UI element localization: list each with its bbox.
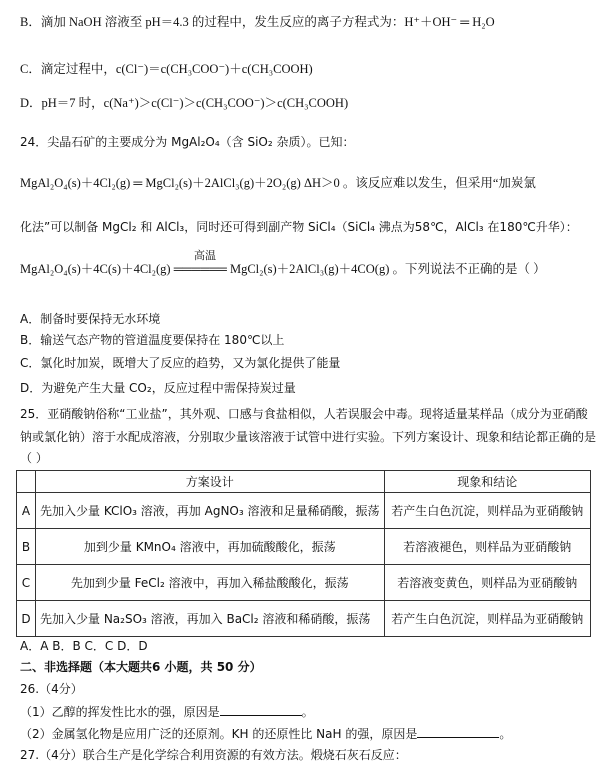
- q26-title: 26.（4分）: [20, 682, 83, 696]
- table-header-row: [17, 471, 591, 493]
- row-label: D: [17, 601, 36, 637]
- row-label: B: [17, 529, 36, 565]
- q24-option-d: D．为避免产生大量 CO₂，反应过程中需保持炭过量: [20, 381, 296, 395]
- row-plan: 先加到少量 FeCl₂ 溶液中，再加入稀盐酸酸化，振荡: [36, 565, 385, 601]
- table-row: [17, 529, 591, 565]
- q26-part-2-end: 。: [499, 727, 512, 741]
- table-header-plan: 方案设计: [36, 471, 385, 493]
- answer-blank-1[interactable]: [220, 703, 302, 716]
- q24-option-a: A．制备时要保持无水环境: [20, 312, 161, 326]
- q24-stem-line-2: 化法”可以制备 MgCl₂ 和 AlCl₃，同时还可得到副产物 SiCl₄（SiCl₄ 沸点为58℃，AlCl₃ 在180℃升华）：: [20, 220, 578, 234]
- row-plan: 先加入少量 KClO₃ 溶液，再加 AgNO₃ 溶液和足量稀硝酸，振荡: [36, 493, 385, 529]
- section-2-title: 二、非选择题（本大题共6 小题，共 50 分）: [20, 660, 262, 674]
- table-header-result: 现象和结论: [384, 471, 591, 493]
- q24-equation-2: MgAl₂O₄(s)＋4C(s)＋4Cl₂(g) ══════ MgCl₂(s)＋2AlCl₃(g)＋4CO(g) 。下列说法不正确的是（ ）: [20, 262, 546, 276]
- table-row: [17, 493, 591, 529]
- row-result: 若溶液变黄色，则样品为亚硝酸钠: [384, 565, 591, 601]
- q27-stem: 27.（4分）联合生产是化学综合利用资源的有效方法。煅烧石灰石反应：: [20, 748, 407, 762]
- row-plan: 先加入少量 Na₂SO₃ 溶液，再加入 BaCl₂ 溶液和稀硝酸，振荡: [36, 601, 385, 637]
- answer-blank-2[interactable]: [417, 725, 499, 738]
- q26-part-1: [20, 703, 314, 720]
- q25-options-table: [16, 470, 591, 637]
- q23-option-c: C．滴定过程中，c(Cl⁻)＝c(CH₃COO⁻)＋c(CH₃COOH): [20, 62, 313, 76]
- q24-heat-condition: 高温: [194, 249, 216, 262]
- q25-stem-line-3: （ ）: [20, 451, 48, 465]
- q23-option-d: D．pH＝7 时，c(Na⁺)＞c(Cl⁻)＞c(CH₃COO⁻)＞c(CH₃COOH): [20, 96, 349, 110]
- table-row: [17, 565, 591, 601]
- q26-part-1-end: 。: [301, 705, 314, 719]
- row-result: 若溶液褪色，则样品为亚硝酸钠: [384, 529, 591, 565]
- table-header-label: [17, 471, 36, 493]
- row-result: 若产生白色沉淀，则样品为亚硝酸钠: [384, 601, 591, 637]
- q24-option-c: C．氯化时加炭，既增大了反应的趋势，又为氯化提供了能量: [20, 356, 341, 370]
- row-result: 若产生白色沉淀，则样品为亚硝酸钠: [384, 493, 591, 529]
- q24-stem: 24．尖晶石矿的主要成分为 MgAl₂O₄（含 SiO₂ 杂质）。已知：: [20, 135, 355, 149]
- q26-part-2: [20, 725, 511, 742]
- q25-stem-line-1: 25．亚硝酸钠俗称“工业盐”，其外观、口感与食盐相似，人若误服会中毒。现将适量某样品（成分为亚硝酸: [20, 407, 588, 421]
- q26-part-2-text: （2）金属氢化物是应用广泛的还原剂。KH 的还原性比 NaH 的强，原因是: [20, 727, 418, 741]
- row-plan: 加到少量 KMnO₄ 溶液中，再加硫酸酸化，振荡: [36, 529, 385, 565]
- table-row: [17, 601, 591, 637]
- q24-option-b: B．输送气态产物的管道温度要保持在 180℃以上: [20, 333, 285, 347]
- row-label: C: [17, 565, 36, 601]
- q26-part-1-text: （1）乙醇的挥发性比水的强，原因是: [20, 705, 220, 719]
- q25-choices: A．A B．B C．C D．D: [20, 639, 148, 653]
- q24-equation-1: MgAl₂O₄(s)＋4Cl₂(g) ═ MgCl₂(s)＋2AlCl₃(g)＋2O₂(g) ΔH＞0 。该反应难以发生，但采用“加炭氯: [20, 176, 536, 190]
- row-label: A: [17, 493, 36, 529]
- q25-stem-line-2: 钠或氯化钠）溶于水配成溶液，分别取少量该溶液于试管中进行实验。下列方案设计、现象和结论都正确的是: [20, 430, 597, 444]
- q23-option-b: B．滴加 NaOH 溶液至 pH＝4.3 的过程中，发生反应的离子方程式为：H⁺＋OH⁻ ═ H₂O: [20, 15, 495, 29]
